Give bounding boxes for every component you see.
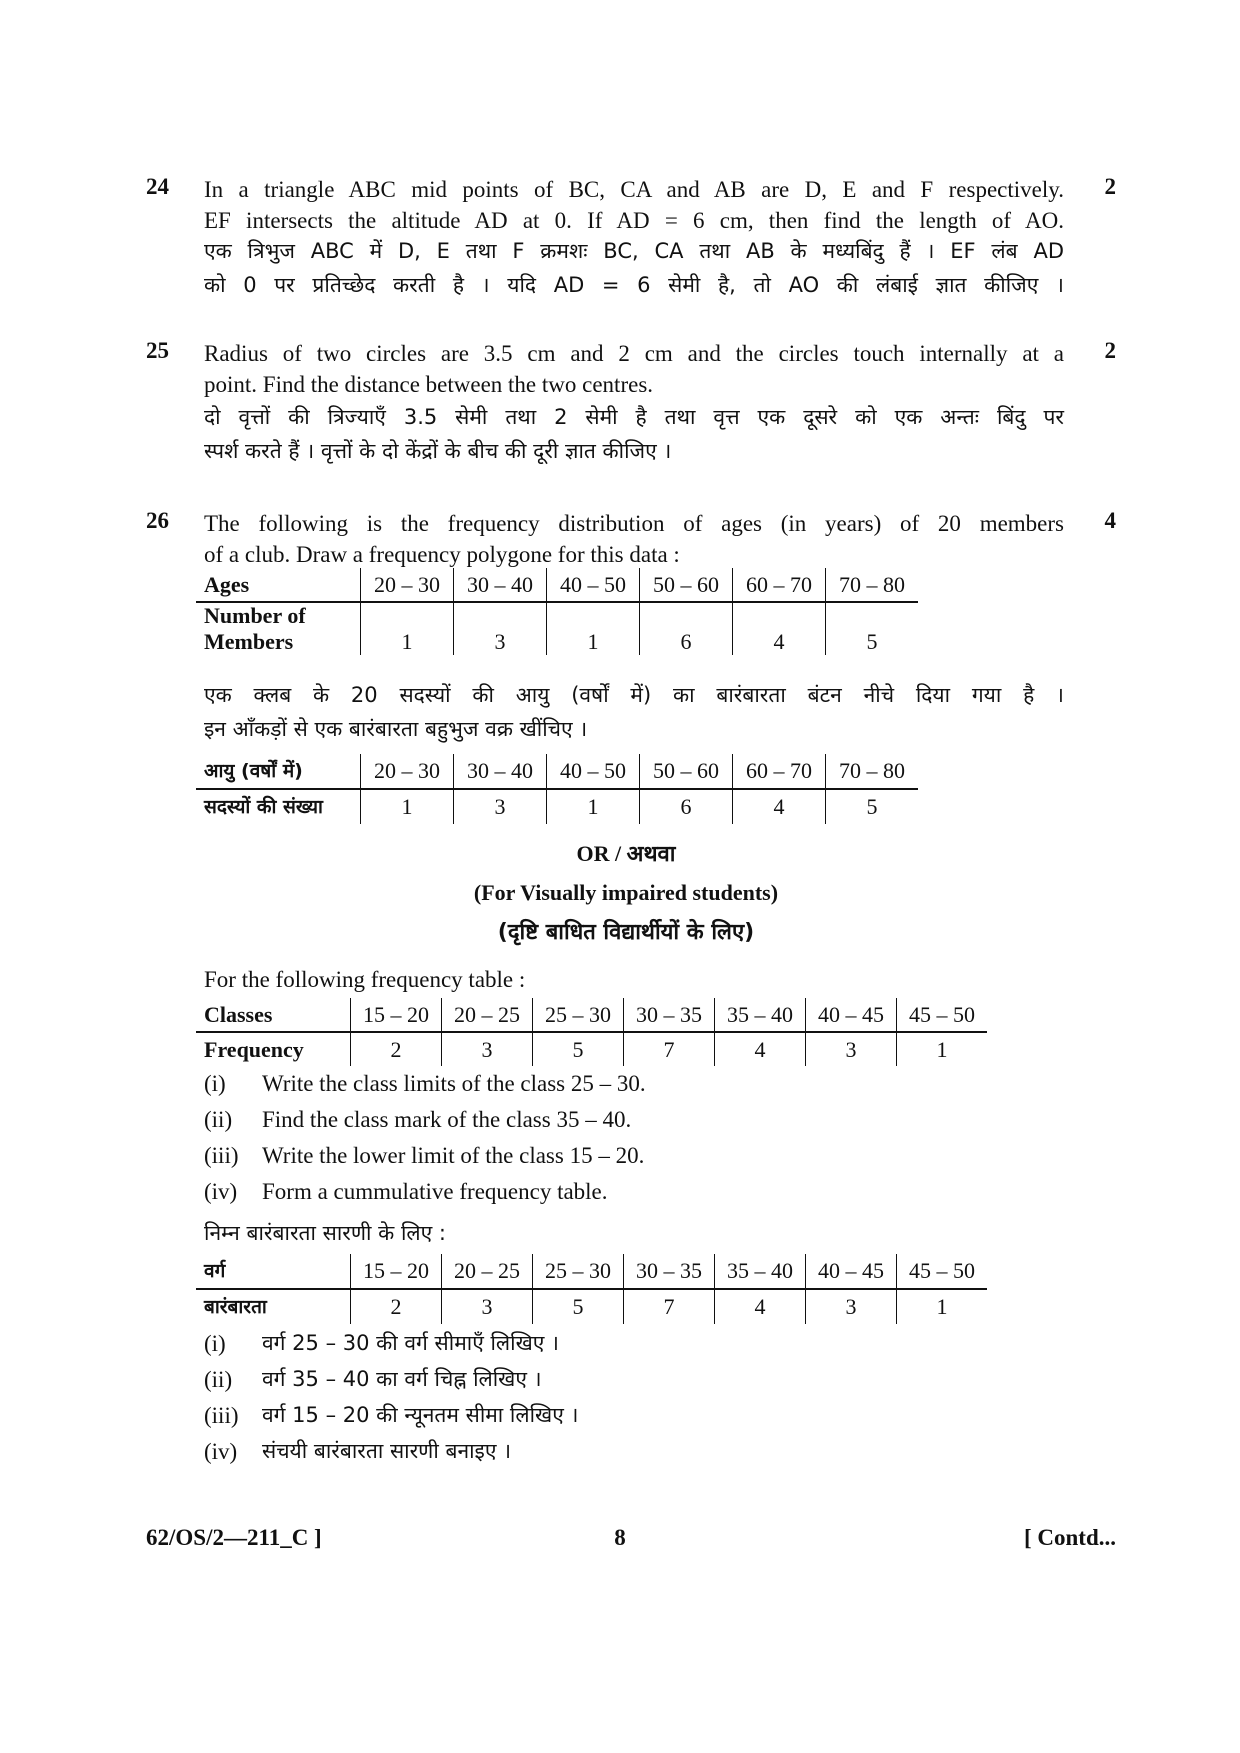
sub-questions-hindi: [204, 1326, 1064, 1470]
table-cell: 1: [547, 602, 640, 655]
text-line: of a club. Draw a frequency polygone for this data :: [204, 542, 680, 567]
sub-question-number: (iv): [204, 1439, 238, 1464]
page-number: 8: [614, 1525, 626, 1550]
table-cell: 25 – 30: [533, 998, 624, 1032]
frequency-table-hindi: [196, 754, 918, 824]
table-header-ages: Ages: [196, 568, 361, 602]
table-cell: 40 – 50: [547, 754, 640, 789]
table-header-frequency: बारंबारता: [204, 1296, 267, 1318]
table-cell: 5: [533, 1289, 624, 1324]
or-separator: OR / अथवा: [576, 841, 676, 866]
table-cell: 60 – 70: [733, 568, 826, 602]
continued-label: [ Contd...: [1023, 1525, 1116, 1550]
table-cell: 40 – 45: [806, 998, 897, 1032]
table-cell: 5: [826, 602, 919, 655]
table-cell: 3: [454, 602, 547, 655]
table-cell: 20 – 25: [442, 1254, 533, 1289]
table-cell: 4: [733, 789, 826, 824]
table-header-members: [196, 602, 361, 655]
table-header-members: सदस्यों की संख्या: [204, 796, 323, 818]
table-cell: 45 – 50: [897, 1254, 988, 1289]
table-cell: 30 – 40: [454, 568, 547, 602]
paper-code: 62/OS/2—211_C ]: [146, 1525, 322, 1550]
question-number: 24: [146, 174, 169, 199]
sub-question: [204, 1398, 1064, 1434]
question-marks: 4: [1104, 508, 1116, 533]
vi-intro-english: For the following frequency table :: [204, 967, 526, 992]
table-cell: 5: [533, 1032, 624, 1066]
table-cell: 3: [806, 1032, 897, 1066]
class-table-english: [196, 998, 987, 1066]
table-cell: 3: [806, 1289, 897, 1324]
sub-question-text: वर्ग 25 – 30 की वर्ग सीमाएँ लिखिए ।: [262, 1331, 560, 1355]
sub-question-number: (ii): [204, 1107, 233, 1132]
table-cell: 1: [897, 1032, 988, 1066]
sub-question-text: Write the class limits of the class 25 – 30.: [262, 1071, 646, 1096]
question-text-hindi: [204, 400, 1064, 468]
table-cell: 70 – 80: [826, 754, 919, 789]
question-text-hindi: [204, 678, 1064, 746]
table-cell: 25 – 30: [533, 1254, 624, 1289]
table-cell: 3: [442, 1289, 533, 1324]
table-cell: 20 – 25: [442, 998, 533, 1032]
sub-questions-english: [204, 1066, 1064, 1210]
question-number: 26: [146, 508, 169, 533]
table-cell: 1: [361, 602, 454, 655]
table-cell: 30 – 35: [624, 998, 715, 1032]
visually-impaired-heading-hindi: (दृष्टि बाधित विद्यार्थीयों के लिए): [497, 920, 755, 945]
table-cell: 3: [442, 1032, 533, 1066]
question-marks: 2: [1104, 174, 1116, 199]
table-cell: 2: [351, 1289, 442, 1324]
table-cell: 35 – 40: [715, 1254, 806, 1289]
sub-question-number: (ii): [204, 1367, 233, 1392]
table-cell: 4: [733, 602, 826, 655]
text-line: Radius of two circles are 3.5 cm and 2 cm and the circles touch internally at a: [204, 341, 1064, 366]
table-cell: 30 – 40: [454, 754, 547, 789]
table-cell: 6: [640, 789, 733, 824]
table-header-classes: Classes: [196, 998, 351, 1032]
table-header-line: Number of: [204, 603, 306, 628]
question-text-english: [204, 508, 1064, 570]
question-text-hindi: [204, 234, 1064, 302]
sub-question-number: (iv): [204, 1179, 238, 1204]
sub-question-number: (i): [204, 1071, 226, 1096]
table-cell: 30 – 35: [624, 1254, 715, 1289]
sub-question-number: (i): [204, 1331, 226, 1356]
table-cell: 45 – 50: [897, 998, 988, 1032]
table-cell: 50 – 60: [640, 754, 733, 789]
text-line: स्पर्श करते हैं । वृत्तों के दो केंद्रों के बीच की दूरी ज्ञात कीजिए ।: [204, 439, 672, 463]
table-cell: 35 – 40: [715, 998, 806, 1032]
text-line: The following is the frequency distribution of ages (in years) of 20 members: [204, 511, 1064, 536]
frequency-table-english: [196, 568, 918, 655]
text-line: इन आँकड़ों से एक बारंबारता बहुभुज वक्र खींचिए ।: [204, 717, 588, 741]
class-table-hindi: [196, 1254, 987, 1324]
sub-question-text: वर्ग 15 – 20 की न्यूनतम सीमा लिखिए ।: [262, 1403, 579, 1427]
table-cell: 4: [715, 1032, 806, 1066]
sub-question-text: Write the lower limit of the class 15 – 20.: [262, 1143, 645, 1168]
vi-intro-hindi: निम्न बारंबारता सारणी के लिए :: [204, 1221, 446, 1245]
table-header-classes: वर्ग: [196, 1254, 351, 1289]
text-line: In a triangle ABC mid points of BC, CA and AB are D, E and F respectively.: [204, 177, 1064, 202]
sub-question: [204, 1138, 1064, 1174]
table-cell: 40 – 45: [806, 1254, 897, 1289]
table-cell: 70 – 80: [826, 568, 919, 602]
sub-question: [204, 1174, 1064, 1210]
sub-question-number: (iii): [204, 1143, 239, 1168]
table-header-line: Members: [204, 629, 294, 654]
sub-question: [204, 1102, 1064, 1138]
text-line: एक त्रिभुज ABC में D, E तथा F क्रमशः BC, CA तथा AB के मध्यबिंदु हैं । EF लंब AD: [204, 239, 1064, 263]
sub-question: [204, 1434, 1064, 1470]
sub-question-number: (iii): [204, 1403, 239, 1428]
table-cell: 3: [454, 789, 547, 824]
table-cell: 7: [624, 1289, 715, 1324]
text-line: EF intersects the altitude AD at 0. If AD = 6 cm, then find the length of AO.: [204, 208, 1064, 233]
text-line: एक क्लब के 20 सदस्यों की आयु (वर्षों में) का बारंबारता बंटन नीचे दिया गया है ।: [204, 683, 1064, 707]
table-cell: 2: [351, 1032, 442, 1066]
sub-question-text: वर्ग 35 – 40 का वर्ग चिह्न लिखिए ।: [262, 1367, 542, 1391]
table-cell: 6: [640, 602, 733, 655]
table-cell: 4: [715, 1289, 806, 1324]
text-line: को 0 पर प्रतिच्छेद करती है । यदि AD = 6 सेमी है, तो AO की लंबाई ज्ञात कीजिए ।: [204, 273, 1064, 297]
sub-question-text: संचयी बारंबारता सारणी बनाइए ।: [262, 1439, 512, 1463]
table-cell: 40 – 50: [547, 568, 640, 602]
question-marks: 2: [1104, 338, 1116, 363]
table-cell: 20 – 30: [361, 568, 454, 602]
table-cell: 15 – 20: [351, 1254, 442, 1289]
question-26: [146, 508, 1116, 1508]
text-line: point. Find the distance between the two centres.: [204, 372, 654, 397]
visually-impaired-heading-english: (For Visually impaired students): [473, 880, 779, 905]
sub-question: [204, 1066, 1064, 1102]
table-cell: 60 – 70: [733, 754, 826, 789]
table-cell: 1: [361, 789, 454, 824]
table-cell: 7: [624, 1032, 715, 1066]
table-cell: 20 – 30: [361, 754, 454, 789]
table-cell: 50 – 60: [640, 568, 733, 602]
table-cell: 5: [826, 789, 919, 824]
sub-question: [204, 1362, 1064, 1398]
table-cell: 1: [897, 1289, 988, 1324]
question-number: 25: [146, 338, 169, 363]
table-cell: 15 – 20: [351, 998, 442, 1032]
question-text-english: [204, 174, 1064, 236]
question-text-english: [204, 338, 1064, 400]
sub-question: [204, 1326, 1064, 1362]
table-header-frequency: Frequency: [204, 1036, 304, 1062]
table-cell: 1: [547, 789, 640, 824]
sub-question-text: Form a cummulative frequency table.: [262, 1179, 608, 1204]
text-line: दो वृत्तों की त्रिज्याएँ 3.5 सेमी तथा 2 सेमी है तथा वृत्त एक दूसरे को एक अन्तः बिंदु पर: [204, 405, 1064, 429]
table-header-age: आयु (वर्षों में): [196, 754, 361, 789]
sub-question-text: Find the class mark of the class 35 – 40.: [262, 1107, 632, 1132]
